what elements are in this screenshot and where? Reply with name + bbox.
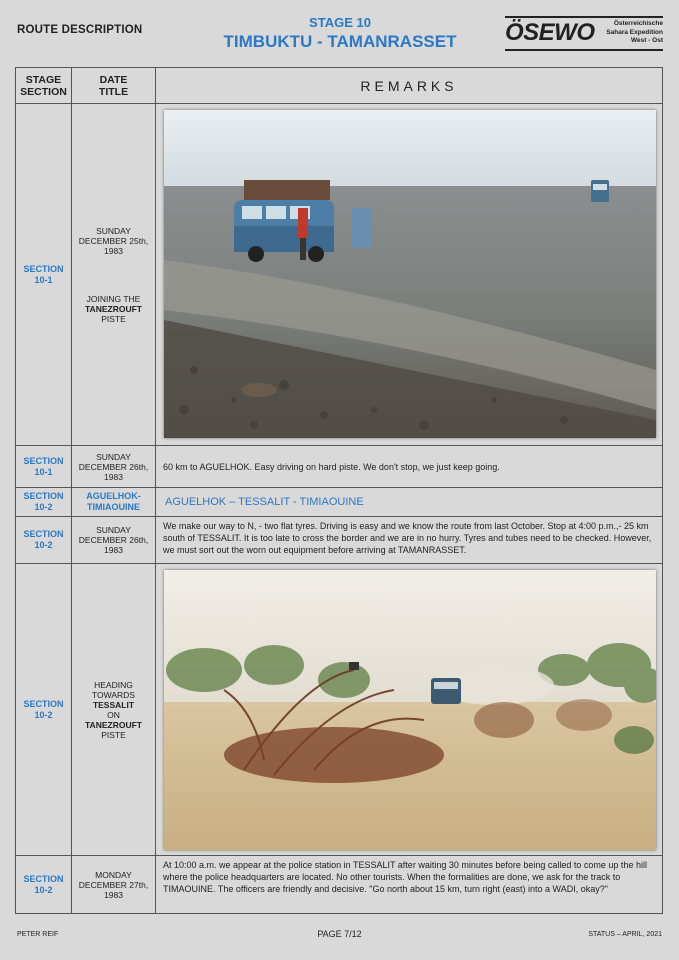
- table-row: [16, 564, 662, 856]
- col-remarks-header: REMARKS: [360, 77, 458, 94]
- logo-subtitle: Österreichische Sahara Expedition West - Ost: [606, 20, 663, 44]
- desert-vans-photo: [164, 110, 656, 438]
- date-title: MONDAY DECEMBER 27th, 1983: [78, 870, 149, 900]
- date-title: SUNDAY DECEMBER 26th, 1983: [78, 451, 149, 482]
- section-label: SECTION 10-2: [23, 491, 64, 512]
- section-label: SECTION 10-1: [23, 263, 64, 285]
- section-label: SECTION 10-2: [23, 529, 64, 550]
- section-label: SECTION 10-2: [23, 874, 64, 895]
- section-label: SECTION 10-1: [23, 455, 64, 477]
- footer-author: PETER REIF: [17, 931, 59, 938]
- header-title-block: [200, 15, 480, 52]
- date-title: HEADING TOWARDS TESSALIT ON TANEZROUFT PISTE: [85, 679, 142, 740]
- date-title: SUNDAY DECEMBER 25th, 1983 JOINING THE TANEZROUFT PISTE: [78, 225, 149, 324]
- col-stage-header: STAGE SECTION: [16, 68, 72, 103]
- remark-text: 60 km to AGUELHOK. Easy driving on hard piste. We don't stop, we just keep going.: [163, 461, 500, 472]
- table-row: [16, 488, 662, 517]
- footer-status: STATUS – APRIL, 2021: [588, 931, 662, 938]
- table-row: [16, 856, 662, 914]
- route-segment-title: AGUELHOK – TESSALIT - TIMIAOUINE: [165, 496, 364, 508]
- route-title: TIMBUKTU - TAMANRASSET: [223, 32, 457, 51]
- route-segment-label: AGUELHOK- TIMIAOUINE: [86, 491, 141, 512]
- header-left: ROUTE DESCRIPTION: [17, 24, 143, 36]
- osewo-logo: [505, 16, 665, 52]
- logo-word: ÖSEWO: [505, 19, 595, 46]
- remark-text: At 10:00 a.m. we appear at the police station in TESSALIT after waiting 30 minutes before being called to come up the hill where the police headquarters are located. No other tourists. When the formalities are done, we ask for the track to TIMAOUINE. The officers are friendly and decisive. "Go north about 15 km, turn right (east) into a WADI, okay?": [163, 860, 647, 894]
- page-number: PAGE 7/12: [317, 929, 362, 939]
- col-date-header: DATE TITLE: [72, 68, 156, 103]
- table-row: [16, 517, 662, 564]
- section-label: SECTION 10-2: [23, 698, 64, 720]
- date-title: SUNDAY DECEMBER 26th, 1983: [78, 525, 149, 555]
- table-row: [16, 104, 662, 446]
- table-row: [16, 446, 662, 488]
- desert-bushes-photo: [164, 570, 656, 850]
- table-header-row: [16, 68, 662, 104]
- remark-text: We make our way to N, - two flat tyres. Driving is easy and we know the route from last October. Stop at 4:00 p.m.,- 25 km south of TESSALIT. It is too late to cross the border and we are in no hurry. Tyres and tubes need to be checked. However, we must sort out the worn out equipment before arriving at TAMANRASSET.: [163, 521, 652, 555]
- route-table: [15, 67, 663, 914]
- stage-label: STAGE 10: [309, 15, 371, 30]
